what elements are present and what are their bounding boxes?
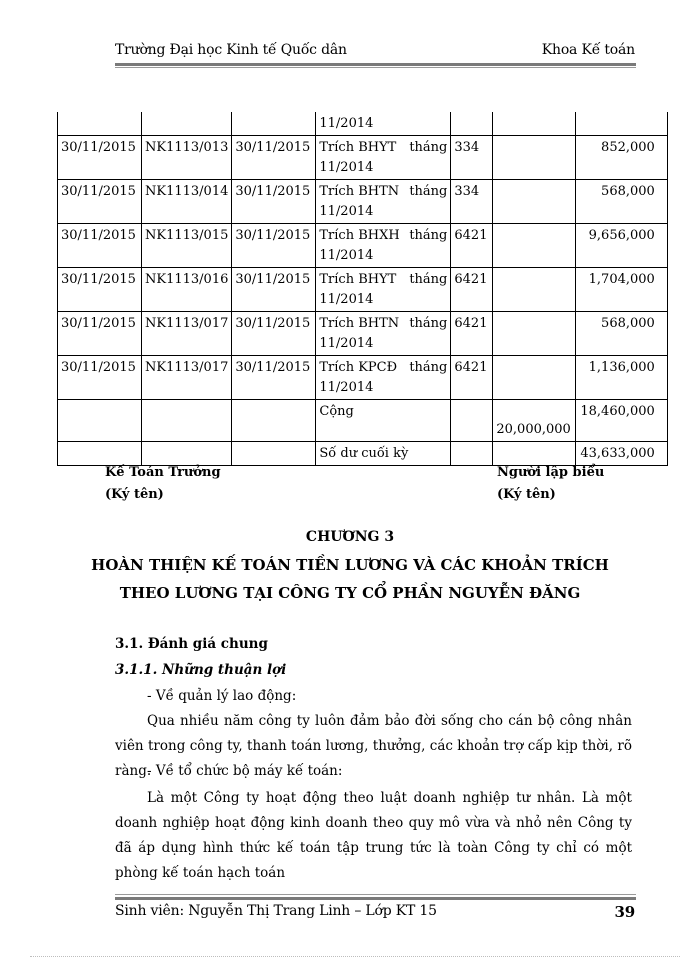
debit-amount [493, 224, 575, 268]
description-part: tháng [409, 272, 448, 287]
entry-description [316, 356, 451, 400]
page-number: 39 [614, 903, 635, 921]
total-row [58, 400, 668, 442]
entry-date: 30/11/2015 [58, 224, 142, 268]
table-row [58, 224, 668, 268]
credit-amount: 568,000 [575, 180, 667, 224]
description-part: tháng [409, 184, 448, 199]
header-school: Trường Đại học Kinh tế Quốc dân [115, 42, 347, 58]
description-part: tháng [409, 360, 448, 375]
ledger-table [57, 112, 668, 466]
debit-amount [493, 356, 575, 400]
debit-amount [493, 312, 575, 356]
table-row [58, 180, 668, 224]
table-row [58, 112, 668, 136]
description-part: tháng [409, 140, 448, 155]
signature-preparer [497, 462, 604, 506]
section-heading: 3.1. Đánh giá chung [115, 636, 268, 652]
voucher-number: NK1113/015 [142, 224, 232, 268]
voucher-number: NK1113/013 [142, 136, 232, 180]
contra-account: 6421 [451, 312, 493, 356]
table-row [58, 136, 668, 180]
description-period: 11/2014 [319, 248, 374, 263]
description-period: 11/2014 [319, 204, 374, 219]
entry-date: 30/11/2015 [58, 136, 142, 180]
entry-description [316, 136, 451, 180]
credit-amount: 568,000 [575, 312, 667, 356]
table-row [58, 268, 668, 312]
page-header [115, 42, 635, 58]
description-period: 11/2014 [319, 292, 374, 307]
description-period: 11/2014 [319, 336, 374, 351]
chapter-number: CHƯƠNG 3 [305, 529, 395, 545]
header-rule-thin [115, 67, 636, 68]
voucher-date: 30/11/2015 [232, 356, 316, 400]
entry-date: 30/11/2015 [58, 268, 142, 312]
contra-account: 334 [451, 180, 493, 224]
chapter-title-line2: THEO LƯƠNG TẠI CÔNG TY CỔ PHẦN NGUYỄN ĐĂNG [119, 584, 581, 602]
voucher-date: 30/11/2015 [232, 136, 316, 180]
description-part: tháng [409, 228, 448, 243]
entry-description [316, 312, 451, 356]
closing-credit: 43,633,000 [575, 442, 667, 466]
entry-description [316, 224, 451, 268]
signature-chief-accountant [105, 462, 221, 506]
signature-note: (Ký tên) [497, 487, 556, 502]
continuation-cell: 11/2014 [316, 112, 451, 136]
description-part: Trích BHYT [319, 140, 397, 155]
contra-account: 334 [451, 136, 493, 180]
description-period: 11/2014 [319, 160, 374, 175]
footer-rule [115, 897, 636, 900]
signature-title: Kế Toán Trưởng [105, 465, 221, 480]
voucher-date: 30/11/2015 [232, 224, 316, 268]
voucher-number: NK1113/017 [142, 312, 232, 356]
contra-account: 6421 [451, 268, 493, 312]
paragraph-labor-mgmt: - Về quản lý lao động: [147, 688, 297, 704]
signature-title: Người lập biểu [497, 465, 605, 480]
description-part: Trích KPCĐ [319, 360, 398, 375]
voucher-number: NK1113/017 [142, 356, 232, 400]
description-period: 11/2014 [319, 380, 374, 395]
debit-amount [493, 136, 575, 180]
voucher-number: NK1113/016 [142, 268, 232, 312]
table-row [58, 312, 668, 356]
entry-date: 30/11/2015 [58, 356, 142, 400]
voucher-date: 30/11/2015 [232, 180, 316, 224]
voucher-date: 30/11/2015 [232, 312, 316, 356]
footer-rule-thin [115, 894, 636, 895]
description-part: Trích BHTN [319, 316, 400, 331]
subsection-heading: 3.1.1. Những thuận lợi [115, 662, 287, 678]
description-part: Trích BHTN [319, 184, 400, 199]
entry-description [316, 180, 451, 224]
closing-label: Số dư cuối kỳ [316, 442, 451, 466]
entry-date: 30/11/2015 [58, 180, 142, 224]
page-bottom-edge [30, 956, 680, 957]
description-part: Trích BHXH [319, 228, 400, 243]
header-faculty: Khoa Kế toán [541, 42, 635, 58]
credit-amount: 852,000 [575, 136, 667, 180]
entry-date: 30/11/2015 [58, 312, 142, 356]
description-part: Trích BHYT [319, 272, 397, 287]
credit-amount: 1,136,000 [575, 356, 667, 400]
contra-account: 6421 [451, 356, 493, 400]
voucher-date: 30/11/2015 [232, 268, 316, 312]
total-credit: 18,460,000 [575, 400, 667, 442]
chapter-title-line1: HOÀN THIỆN KẾ TOÁN TIỀN LƯƠNG VÀ CÁC KHOẢN TRÍCH [91, 556, 609, 574]
header-rule [115, 63, 636, 66]
entry-description [316, 268, 451, 312]
total-debit: 20,000,000 [493, 400, 575, 442]
paragraph-employee-welfare: Qua nhiều năm công ty luôn đảm bảo đời sống cho cán bộ công nhân viên trong công ty, thanh toán lương, thưởng, các khoản trợ cấp kịp thời, rõ ràng. [115, 713, 632, 779]
credit-amount: 1,704,000 [575, 268, 667, 312]
debit-amount [493, 180, 575, 224]
voucher-number: NK1113/014 [142, 180, 232, 224]
total-label: Cộng [316, 400, 451, 442]
footer-student: Sinh viên: Nguyễn Thị Trang Linh – Lớp KT 15 [115, 903, 437, 919]
contra-account: 6421 [451, 224, 493, 268]
debit-amount [493, 268, 575, 312]
paragraph-org-structure: - Về tổ chức bộ máy kế toán: [147, 763, 343, 779]
signature-note: (Ký tên) [105, 487, 164, 502]
description-part: tháng [409, 316, 448, 331]
credit-amount: 9,656,000 [575, 224, 667, 268]
paragraph-company-description: Là một Công ty hoạt động theo luật doanh nghiệp tư nhân. Là một doanh nghiệp hoạt động kinh doanh theo quy mô vừa và nhỏ nên Công ty đã áp dụng hình thức kế toán tập trung tức là toàn Công ty chỉ có một phòng kế toán hạch toán [115, 790, 632, 881]
page-footer [115, 903, 635, 921]
table-row [58, 356, 668, 400]
